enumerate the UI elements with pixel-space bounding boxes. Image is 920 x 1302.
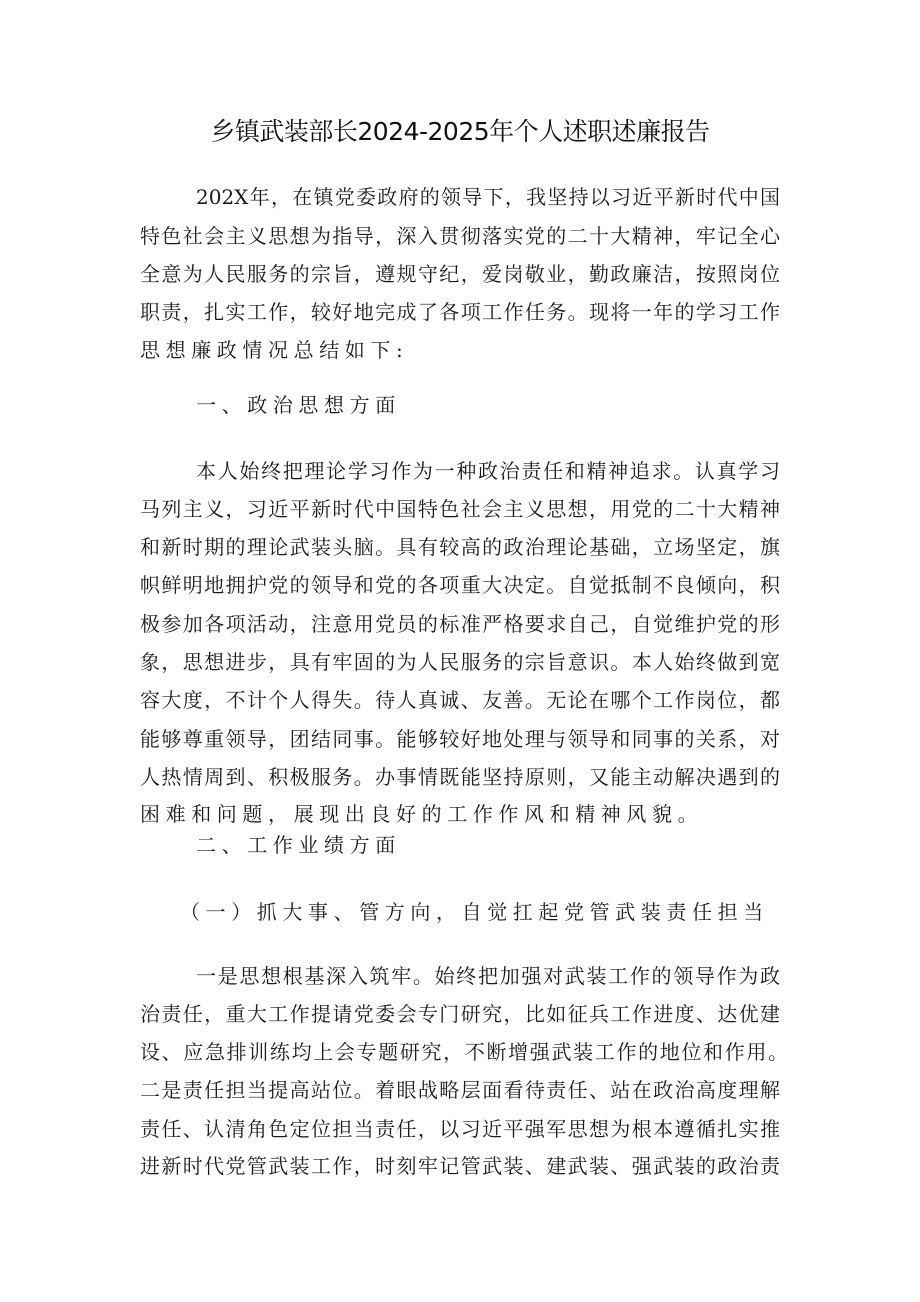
paragraph-line: 二是责任担当提高站位。着眼战略层面看待责任、站在政治高度理解 xyxy=(140,1078,780,1102)
paragraph-line: 容大度，不计个人得失。待人真诚、友善。无论在哪个工作岗位，都 xyxy=(140,688,780,712)
paragraph-line: 进新时代党管武装工作，时刻牢记管武装、建武装、强武装的政治责 xyxy=(140,1154,780,1178)
intro-line: 全意为人民服务的宗旨，遵规守纪，爱岗敬业，勤政廉洁，按照岗位 xyxy=(140,262,780,286)
intro-line: 202X年，在镇党委政府的领导下，我坚持以习近平新时代中国 xyxy=(196,185,780,209)
paragraph-line: 责任、认清角色定位担当责任，以习近平强军思想为根本遵循扎实推 xyxy=(140,1117,780,1141)
paragraph-line: 能够尊重领导，团结同事。能够较好地处理与领导和同事的关系，对 xyxy=(140,727,780,751)
document-title: 乡镇武装部长2024-2025年个人述职述廉报告 xyxy=(210,117,710,146)
section-heading: 二、工作业绩方面 xyxy=(196,833,401,857)
paragraph-line: 本人始终把理论学习作为一种政治责任和精神追求。认真学习 xyxy=(196,459,780,483)
paragraph-line: 马列主义，习近平新时代中国特色社会主义思想，用党的二十大精神 xyxy=(140,497,780,521)
paragraph-line: 设、应急排训练均上会专题研究，不断增强武装工作的地位和作用。 xyxy=(140,1040,788,1064)
section-heading: 一、政治思想方面 xyxy=(196,393,401,417)
paragraph-line: 极参加各项活动，注意用党员的标准严格要求自己，自觉维护党的形 xyxy=(140,612,780,636)
paragraph-line: 人热情周到、积极服务。办事情既能坚持原则，又能主动解决遇到的 xyxy=(140,765,780,789)
paragraph-line: 困难和问题，展现出良好的工作作风和精神风貌。 xyxy=(140,802,704,826)
paragraph-line: 治责任，重大工作提请党委会专门研究，比如征兵工作进度、达优建 xyxy=(140,1002,780,1026)
paragraph-line: 一是思想根基深入筑牢。始终把加强对武装工作的领导作为政 xyxy=(196,964,780,988)
paragraph-line: 和新时期的理论武装头脑。具有较高的政治理论基础，立场坚定，旗 xyxy=(140,535,780,559)
paragraph-line: 象，思想进步，具有牢固的为人民服务的宗旨意识。本人始终做到宽 xyxy=(140,650,780,674)
intro-line: 特色社会主义思想为指导，深入贯彻落实党的二十大精神，牢记全心 xyxy=(140,224,780,248)
intro-line: 思想廉政情况总结如下: xyxy=(140,338,409,362)
paragraph-line: 帜鲜明地拥护党的领导和党的各项重大决定。自觉抵制不良倾向，积 xyxy=(140,573,780,597)
intro-line: 职责，扎实工作，较好地完成了各项工作任务。现将一年的学习工作 xyxy=(140,300,780,324)
subsection-heading: （一）抓大事、管方向，自觉扛起党管武装责任担当 xyxy=(180,900,769,924)
